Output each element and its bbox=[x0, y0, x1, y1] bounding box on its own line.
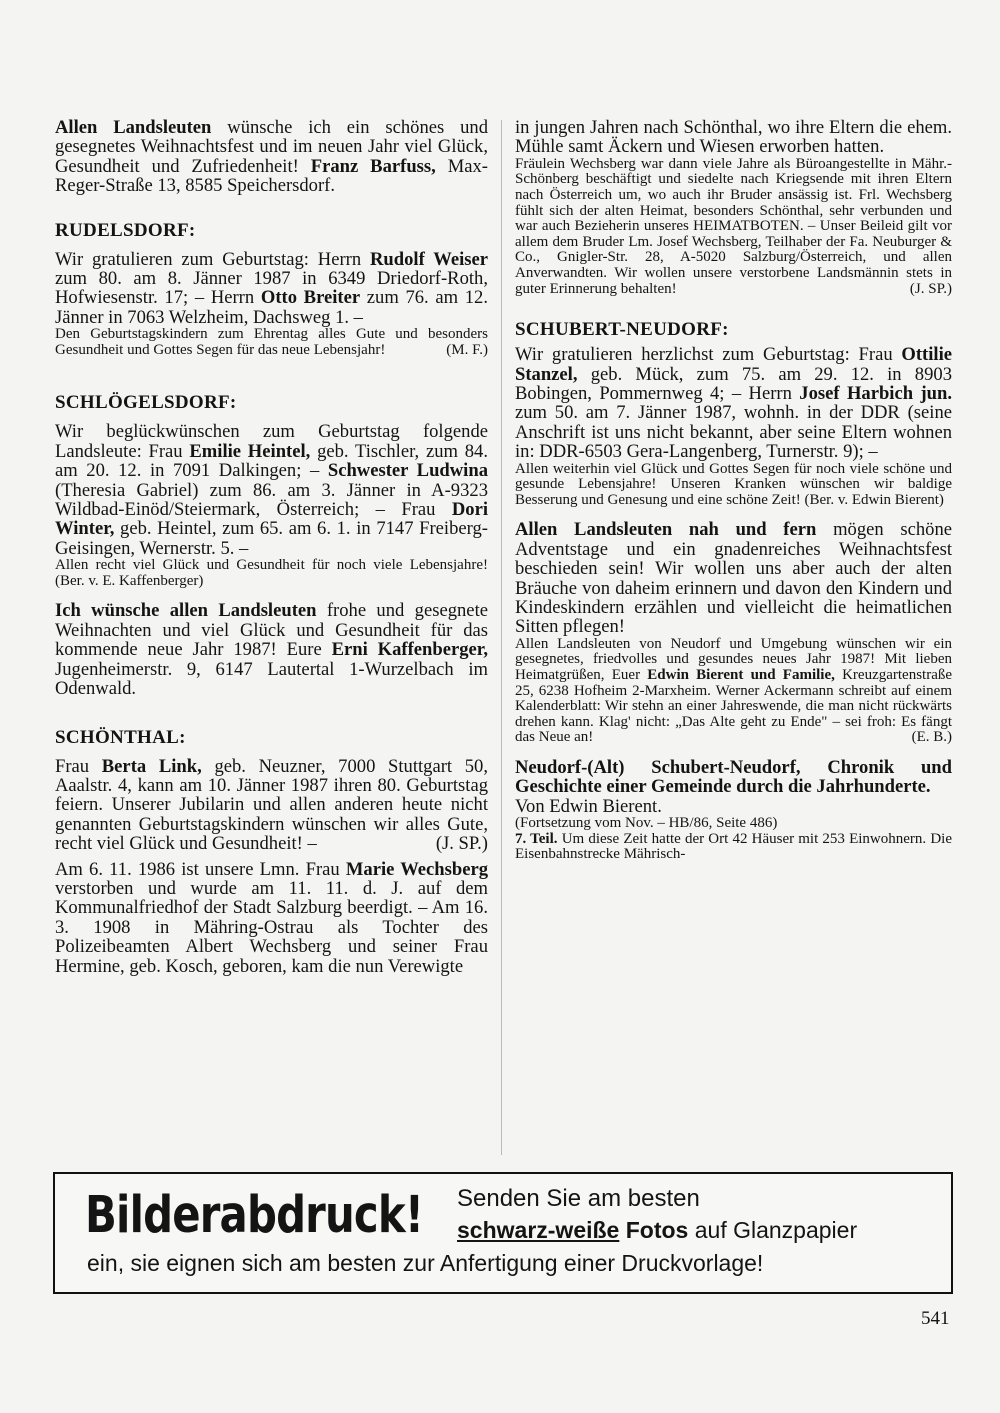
rudelsdorf-text-2: zum 80. am 8. Jänner 1987 in 6349 Driedorf-Roth, Hofwiesenstr. 17; – Herrn bbox=[55, 268, 488, 309]
chronik-note: (Fortsetzung vom Nov. – HB/86, Seite 486) bbox=[515, 815, 778, 832]
ad-headline: Bilderabdruck! bbox=[85, 1186, 424, 1245]
greeting-text: frohe und gesegnete Weihnachten und viel Glück und Gesundheit für das kommende neue Jahr 1987! Eure bbox=[55, 600, 488, 661]
chronik-part-label: 7. Teil. bbox=[515, 830, 558, 847]
heading-schoenthal: SCHÖNTHAL: bbox=[55, 726, 186, 748]
fern-signature: (E. B.) bbox=[911, 729, 952, 746]
left-column bbox=[55, 118, 488, 976]
ad-line-2-rest: auf Glanzpapier bbox=[694, 1217, 858, 1243]
obituary-small-text: Fräulein Wechsberg war dann viele Jahre als Büroangestellte in Mähr.-Schönberg beschäftigt und siedelte nach Kriegsende mit ihren Eltern nach Österreich um, wo auch ihr Bruder ansässig ist. Frl. Wechsberg fühlt sich der alten Heimat, besonders Schönthal, sehr verbunden und war auch Bezieherin unseres HEIMATBOTEN. – Unser Beileid gilt vor allem dem Bruder Lm. Josef Wechsberg, Teilhaber der Fa. Neuburger & Co., Gnigler-Str. 28, A-5020 Salzburg/Österreich, und allen Anverwandten. Wir wollen unsere verstorbene Landsmännin stets in guter Erinnerung behalten! bbox=[515, 155, 952, 297]
rudelsdorf-wish-text: Den Geburtstagskindern zum Ehrentag alles Gute und besonders Gesundheit und Gottes Segen für das neue Lebensjahr! bbox=[55, 326, 488, 358]
schubert-paragraph bbox=[515, 345, 952, 461]
fern-small bbox=[515, 637, 952, 746]
schloegelsdorf-name-2: Schwester Ludwina bbox=[327, 460, 488, 482]
ad-line-2-underlined: schwarz-weiße bbox=[457, 1217, 620, 1243]
intro-address: Max-Reger-Straße 13, 8585 Speichersdorf. bbox=[55, 155, 488, 197]
rudelsdorf-text: Wir gratulieren zum Geburtstag: Herrn bbox=[55, 248, 362, 270]
ad-line-3: ein, sie eignen sich am besten zur Anfertigung einer Druckvorlage! bbox=[87, 1250, 764, 1276]
schoenthal-name: Berta Link, bbox=[101, 755, 202, 777]
schoenthal-text: Frau bbox=[55, 755, 90, 777]
obituary-continuation: in jungen Jahren nach Schönthal, wo ihre Eltern die ehem. Mühle samt Äckern und Wiesen erworben hatten. bbox=[515, 117, 952, 158]
schloegelsdorf-paragraph bbox=[55, 422, 488, 558]
intro-author: Franz Barfuss, bbox=[310, 155, 436, 177]
right-column bbox=[515, 118, 952, 863]
ad-line-2 bbox=[457, 1217, 857, 1243]
heading-schloegelsdorf: SCHLÖGELSDORF: bbox=[55, 392, 237, 414]
ad-line-2-bold: Fotos bbox=[625, 1217, 689, 1243]
schubert-wish: Allen weiterhin viel Glück und Gottes Segen für noch viele schöne und gesunde Lebensjahre! Unseren Kranken wünschen wir baldige Besserung und Genesung und eine schöne Zeit! (Ber. v. Edwin Bierent) bbox=[515, 460, 952, 508]
greeting-lead: Ich wünsche allen Landsleuten bbox=[55, 600, 317, 622]
chronik-title bbox=[515, 758, 952, 797]
schoenthal-signature: (J. SP.) bbox=[435, 833, 488, 855]
schloegelsdorf-text-4: geb. Heintel, zum 65. am 6. 1. in 7147 Freiberg-Geisingen, Wernerstr. 5. – bbox=[55, 518, 488, 559]
schubert-text-3: zum 50. am 7. Jänner 1987, wohnh. in der DDR (seine Anschrift ist uns nicht bekannt, aber seine Eltern wohnen in: DDR-6503 Gera-Langenberg, Turnerstr. 9); – bbox=[515, 402, 952, 463]
chronik-title-text: Neudorf-(Alt) Schubert-Neudorf, Chronik und Geschichte einer Gemeinde durch die Jahrhunderte. bbox=[515, 756, 952, 798]
schubert-name-1: Ottilie Stanzel, bbox=[515, 344, 952, 385]
schoenthal-paragraph bbox=[55, 757, 488, 854]
rudelsdorf-text-3: zum 76. am 12. Jänner in 7063 Welzheim, Dachsweg 1. – bbox=[55, 287, 488, 328]
schoenthal-text-2: geb. Neuzner, 7000 Stuttgart 50, Aaalstr. 4, kann am 10. Jänner 1987 ihren 80. Geburtstag feiern. Unserer Jubilarin und allen anderen heute nicht genannten Geburtstagskindern wünschen wir alles Gute, recht viel Glück und Gesundheit! – bbox=[55, 755, 489, 855]
obituary-small bbox=[515, 157, 952, 297]
obituary-paragraph bbox=[55, 860, 488, 976]
schloegelsdorf-text-3: (Theresia Gabriel) zum 86. am 3. Jänner in A-9323 Wildbad-Einöd/Steiermark, Österreich; – Frau bbox=[55, 479, 488, 521]
chronik-part-paragraph bbox=[515, 832, 952, 863]
obituary-text-2: verstorben und wurde am 11. 11. d. J. auf dem Kommunalfriedhof der Stadt Salzburg beerdigt. – Am 16. 3. 1908 in Mähring-Ostrau als Tochter des Polizeibeamten Albert Wechsberg und seiner Frau Hermine, geb. Kosch, geboren, kam die nun Verewigte bbox=[55, 877, 488, 977]
schloegelsdorf-wish: Allen recht viel Glück und Gesundheit für noch viele Lebensjahre! (Ber. v. E. Kaffenberger) bbox=[55, 557, 488, 589]
chronik-text: Um diese Zeit hatte der Ort 42 Häuser mit 253 Einwohnern. Die Eisenbahnstrecke Mährisch- bbox=[515, 830, 952, 863]
heading-schubert-neudorf: SCHUBERT-NEUDORF: bbox=[515, 319, 729, 341]
ad-line-1: Senden Sie am besten bbox=[457, 1185, 700, 1212]
chronik-author: Von Edwin Bierent. bbox=[515, 795, 662, 817]
fern-small-text: Allen Landsleuten von Neudorf und Umgebung wünschen wir ein gesegnetes, friedvolles und gesundes neues Jahr 1987! Mit lieben Heimatgrüßen, Euer bbox=[515, 635, 952, 683]
obituary-text: Am 6. 11. 1986 ist unsere Lmn. Frau bbox=[55, 858, 340, 880]
schubert-name-2: Josef Harbich jun. bbox=[799, 382, 952, 404]
fern-small-name: Edwin Bierent und Familie, bbox=[647, 667, 835, 683]
photo-advertisement-box bbox=[53, 1172, 953, 1294]
fern-text: mögen schöne Adventstage und ein gnadenreiches Weihnachtsfest beschieden sein! Wir wollen uns aber auch der alten Bräuche von daheim erinnern und davon den Kindern und Kindeskindern erzählen und vielleicht die heimatlichen Sitten pflegen! bbox=[515, 519, 952, 638]
fern-small-text-2: Kreuzgartenstraße 25, 6238 Hofheim 2-Marxheim. Werner Ackermann schreibt auf einem Kalenderblatt: Wir stehn an einer Jahreswende, die man nicht rückwärts drehen kann. Klag' nicht: „Das Alte geht zu Ende" – sei froh: Es fängt das Neue an! bbox=[515, 667, 953, 746]
schubert-text: Wir gratulieren herzlichst zum Geburtstag: Frau bbox=[515, 344, 893, 366]
intro-paragraph bbox=[55, 118, 488, 196]
fern-paragraph bbox=[515, 520, 952, 636]
greeting-paragraph bbox=[55, 601, 488, 698]
rudelsdorf-name-1: Rudolf Weiser bbox=[370, 248, 488, 270]
rudelsdorf-wish bbox=[55, 327, 488, 358]
intro-name: Allen Landsleuten bbox=[55, 117, 212, 138]
page-number: 541 bbox=[921, 1308, 950, 1329]
greeting-address: Jugenheimerstr. 9, 6147 Lautertal 1-Wurzelbach im Odenwald. bbox=[55, 658, 488, 700]
rudelsdorf-name-2: Otto Breiter bbox=[260, 287, 361, 309]
column-rule bbox=[501, 120, 502, 1155]
intro-text: wünsche ich ein schönes und gesegnetes Weihnachtsfest und im neuen Jahr viel Glück, Gesundheit und Zufriedenheit! bbox=[55, 117, 488, 177]
schloegelsdorf-name-1: Emilie Heintel, bbox=[189, 440, 311, 462]
schloegelsdorf-text: Wir beglückwünschen zum Geburtstag folgende Landsleute: Frau bbox=[55, 421, 488, 462]
schloegelsdorf-name-3: Dori Winter, bbox=[55, 499, 489, 540]
schubert-text-2: geb. Mück, zum 75. am 29. 12. in 8903 Bobingen, Pommernweg 4; – Herrn bbox=[515, 363, 952, 404]
greeting-name: Erni Kaffenberger, bbox=[331, 639, 488, 661]
obituary-signature: (J. SP.) bbox=[909, 280, 952, 297]
rudelsdorf-paragraph bbox=[55, 250, 488, 328]
obituary-name: Marie Wechsberg bbox=[345, 858, 489, 880]
fern-lead: Allen Landsleuten nah und fern bbox=[515, 519, 817, 541]
heading-rudelsdorf: RUDELSDORF: bbox=[55, 219, 196, 241]
schloegelsdorf-text-2: geb. Tischler, zum 84. am 20. 12. in 7091 Dalkingen; – bbox=[55, 440, 488, 482]
rudelsdorf-signature: (M. F.) bbox=[446, 341, 488, 358]
